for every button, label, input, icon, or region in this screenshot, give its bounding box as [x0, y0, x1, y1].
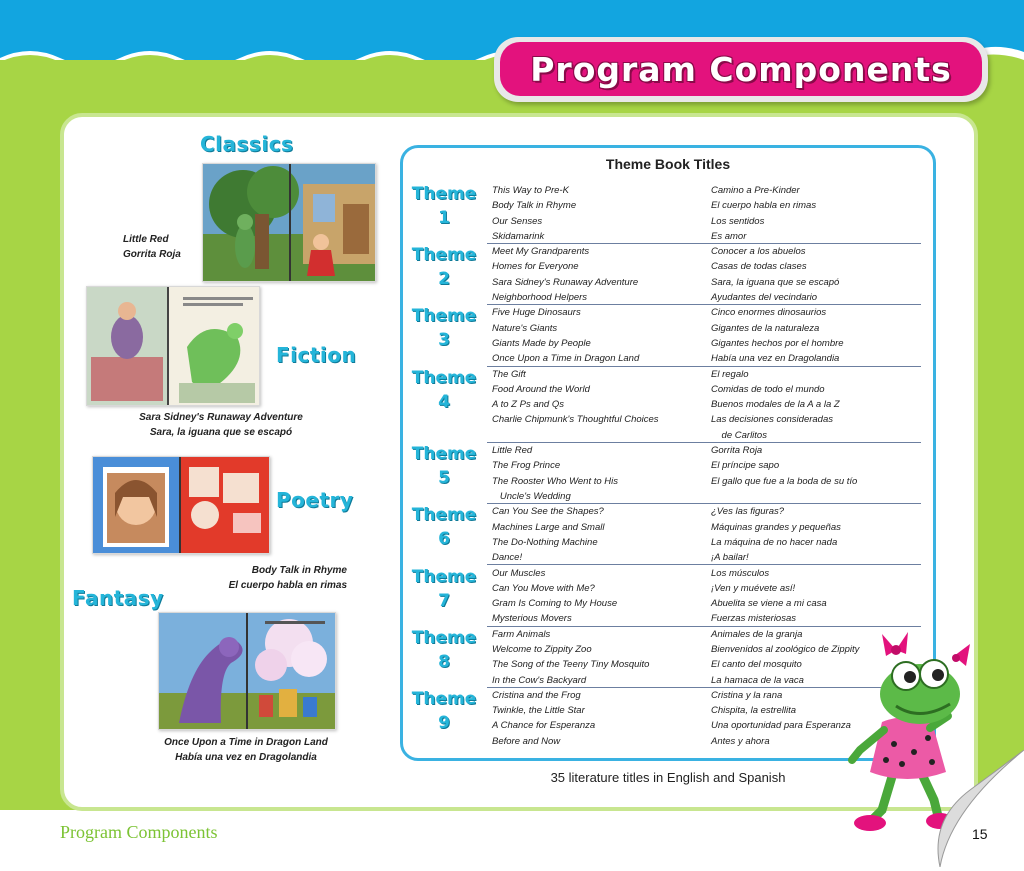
book-title-spanish: La máquina de no hacer nada: [711, 536, 838, 548]
book-title-english: Before and Now: [492, 735, 561, 747]
theme-number: 1: [438, 208, 450, 228]
theme-number: 8: [438, 651, 450, 672]
page-number: 15: [972, 826, 988, 842]
book-title-english: The Gift: [492, 368, 526, 380]
genre-fantasy-heading: Fantasy: [72, 586, 164, 610]
theme-number: 7: [438, 590, 450, 611]
theme-block: [403, 305, 933, 366]
book-title-english: Twinkle, the Little Star: [492, 705, 585, 717]
fantasy-caption-english: Once Upon a Time in Dragon Land: [164, 737, 328, 748]
theme-word: Theme: [411, 245, 477, 266]
book-title-spanish: La hamaca de la vaca: [711, 674, 804, 686]
book-title-spanish: Había una vez en Dragolandia: [711, 353, 840, 365]
theme-word: Theme: [411, 505, 477, 526]
book-title-english: Our Senses: [492, 215, 543, 227]
book-title-english: The Song of the Teeny Tiny Mosquito: [492, 659, 650, 671]
classics-book-image: [202, 163, 376, 282]
book-title-english: Charlie Chipmunk's Thoughtful Choices: [492, 414, 659, 426]
book-title-english: Five Huge Dinosaurs: [492, 307, 581, 319]
book-title-spanish: ¡Ven y muévete así!: [711, 582, 796, 594]
book-title-english: Homes for Everyone: [492, 261, 579, 273]
title-banner: [494, 37, 988, 102]
book-title-english: Machines Large and Small: [492, 521, 605, 533]
theme-label: [406, 366, 482, 414]
book-title-english: Nature's Giants: [492, 322, 558, 334]
theme-number: 2: [438, 269, 450, 290]
book-title-spanish: Las decisiones consideradas: [711, 414, 833, 426]
book-title-spanish: Los sentidos: [711, 215, 765, 227]
theme-number: 4: [438, 391, 450, 412]
book-title-spanish: Gigantes de la naturaleza: [711, 322, 820, 334]
book-title-spanish: ¡A bailar!: [711, 552, 749, 564]
book-title-spanish: de Carlitos: [711, 429, 767, 441]
book-title-english: Body Talk in Rhyme: [492, 200, 577, 212]
fiction-caption-english: Sara Sidney's Runaway Adventure: [139, 412, 303, 423]
book-title-spanish: El canto del mosquito: [711, 659, 802, 671]
book-title-spanish: Fuerzas misteriosas: [711, 613, 796, 625]
book-title-spanish: Gorrita Roja: [711, 445, 763, 457]
theme-word: Theme: [411, 184, 477, 204]
fiction-caption-spanish: Sara, la iguana que se escapó: [149, 427, 293, 438]
theme-book-titles-heading: Theme Book Titles: [605, 156, 731, 172]
book-title-spanish: Casas de todas clases: [711, 261, 807, 273]
book-title-spanish: El gallo que fue a la boda de su tío: [711, 475, 858, 487]
book-title-english: Can You See the Shapes?: [492, 506, 604, 518]
book-title-spanish: Ayudantes del vecindario: [711, 292, 818, 304]
classics-caption-spanish: Gorrita Roja: [123, 249, 181, 260]
book-title-spanish: Bienvenidos al zoológico de Zippity: [711, 643, 860, 655]
theme-number: 5: [438, 468, 450, 489]
genre-classics-heading: Classics: [200, 132, 294, 156]
theme-number: 9: [438, 712, 450, 733]
theme-block: [403, 504, 933, 565]
book-title-spanish: Camino a Pre-Kinder: [711, 185, 800, 196]
book-title-english: Little Red: [492, 445, 533, 457]
book-title-english: The Rooster Who Went to His: [492, 475, 619, 487]
theme-label: [406, 442, 482, 490]
theme-label: [406, 565, 482, 613]
book-title-spanish: Gigantes hechos por el hombre: [711, 337, 844, 349]
poetry-caption-spanish: El cuerpo habla en rimas: [228, 580, 347, 591]
fantasy-caption-spanish: Había una vez en Dragolandia: [175, 752, 317, 763]
theme-label: [406, 243, 482, 291]
book-title-english: Once Upon a Time in Dragon Land: [492, 353, 640, 365]
book-title-spanish: Es amor: [711, 230, 747, 242]
theme-block: [403, 183, 933, 244]
genre-fiction-heading: Fiction: [276, 343, 357, 367]
theme-word: Theme: [411, 688, 477, 709]
book-title-english: The Do-Nothing Machine: [492, 536, 598, 548]
book-title-spanish: Cristina y la rana: [711, 689, 783, 701]
book-title-english: Mysterious Movers: [492, 613, 572, 625]
book-title-spanish: Una oportunidad para Esperanza: [711, 720, 851, 732]
page-curl-decoration: [910, 750, 1024, 871]
book-title-english: The Frog Prince: [492, 460, 561, 472]
genre-poetry-heading: Poetry: [276, 488, 354, 512]
book-title-english: Food Around the World: [492, 383, 590, 395]
book-title-english: Sara Sidney's Runaway Adventure: [492, 276, 639, 288]
book-title-english: Gram Is Coming to My House: [492, 598, 618, 610]
classics-caption-english: Little Red: [123, 234, 169, 245]
book-title-spanish: Abuelita se viene a mi casa: [711, 598, 827, 610]
theme-block: [403, 367, 933, 444]
theme-word: Theme: [411, 367, 477, 388]
book-title-spanish: Chispita, la estrellita: [711, 705, 797, 717]
poetry-book-image: [92, 456, 270, 554]
book-title-spanish: ¿Ves las figuras?: [711, 506, 785, 518]
book-title-spanish: Sara, la iguana que se escapó: [711, 276, 840, 288]
theme-word: Theme: [411, 306, 477, 327]
book-title-english: Giants Made by People: [492, 337, 591, 349]
theme-block: [403, 244, 933, 305]
book-title-spanish: El regalo: [711, 368, 749, 380]
theme-number: 3: [438, 330, 450, 351]
theme-word: Theme: [411, 627, 477, 648]
theme-word: Theme: [411, 566, 477, 587]
book-title-spanish: Los músculos: [711, 567, 770, 579]
book-title-english: Farm Animals: [492, 628, 551, 640]
book-title-spanish: Cinco enormes dinosaurios: [711, 307, 827, 319]
theme-label: [406, 182, 482, 230]
theme-word: Theme: [411, 444, 477, 465]
book-title-english: Uncle's Wedding: [492, 490, 571, 502]
book-title-english: Cristina and the Frog: [492, 689, 581, 701]
book-title-english: Meet My Grandparents: [492, 246, 590, 258]
book-title-english: This Way to Pre-K: [492, 185, 569, 196]
book-title-english: Our Muscles: [492, 567, 546, 579]
theme-label: [406, 503, 482, 551]
book-title-spanish: El príncipe sapo: [711, 460, 780, 472]
book-title-english: Can You Move with Me?: [492, 582, 595, 594]
theme-label: [406, 687, 482, 735]
theme-label: [406, 304, 482, 352]
book-title-spanish: Máquinas grandes y pequeñas: [711, 521, 841, 533]
book-title-english: Neighborhood Helpers: [492, 292, 588, 304]
book-title-spanish: Antes y ahora: [711, 735, 770, 747]
book-title-english: Dance!: [492, 552, 523, 564]
book-title-spanish: Animales de la granja: [711, 628, 803, 640]
footer-section-title: Program Components: [60, 822, 218, 842]
theme-label: [406, 626, 482, 674]
book-title-english: A to Z Ps and Qs: [492, 399, 564, 411]
fantasy-book-image: [158, 612, 336, 730]
book-title-spanish: Conocer a los abuelos: [711, 246, 806, 258]
book-title-spanish: Comidas de todo el mundo: [711, 383, 825, 395]
book-title-english: In the Cow's Backyard: [492, 674, 587, 686]
theme-block: [403, 566, 933, 627]
book-title-spanish: El cuerpo habla en rimas: [711, 200, 817, 212]
book-title-english: Skidamarink: [492, 230, 545, 242]
book-title-spanish: Buenos modales de la A a la Z: [711, 399, 840, 411]
literature-count-note: 35 literature titles in English and Spanish: [550, 770, 786, 785]
page-title: Program Components: [530, 49, 952, 89]
book-title-english: Welcome to Zippity Zoo: [492, 643, 592, 655]
poetry-caption-english: Body Talk in Rhyme: [251, 565, 347, 576]
theme-block: [403, 443, 933, 504]
fiction-book-image: [86, 286, 260, 406]
book-title-english: A Chance for Esperanza: [492, 720, 596, 732]
theme-number: 6: [438, 529, 450, 550]
